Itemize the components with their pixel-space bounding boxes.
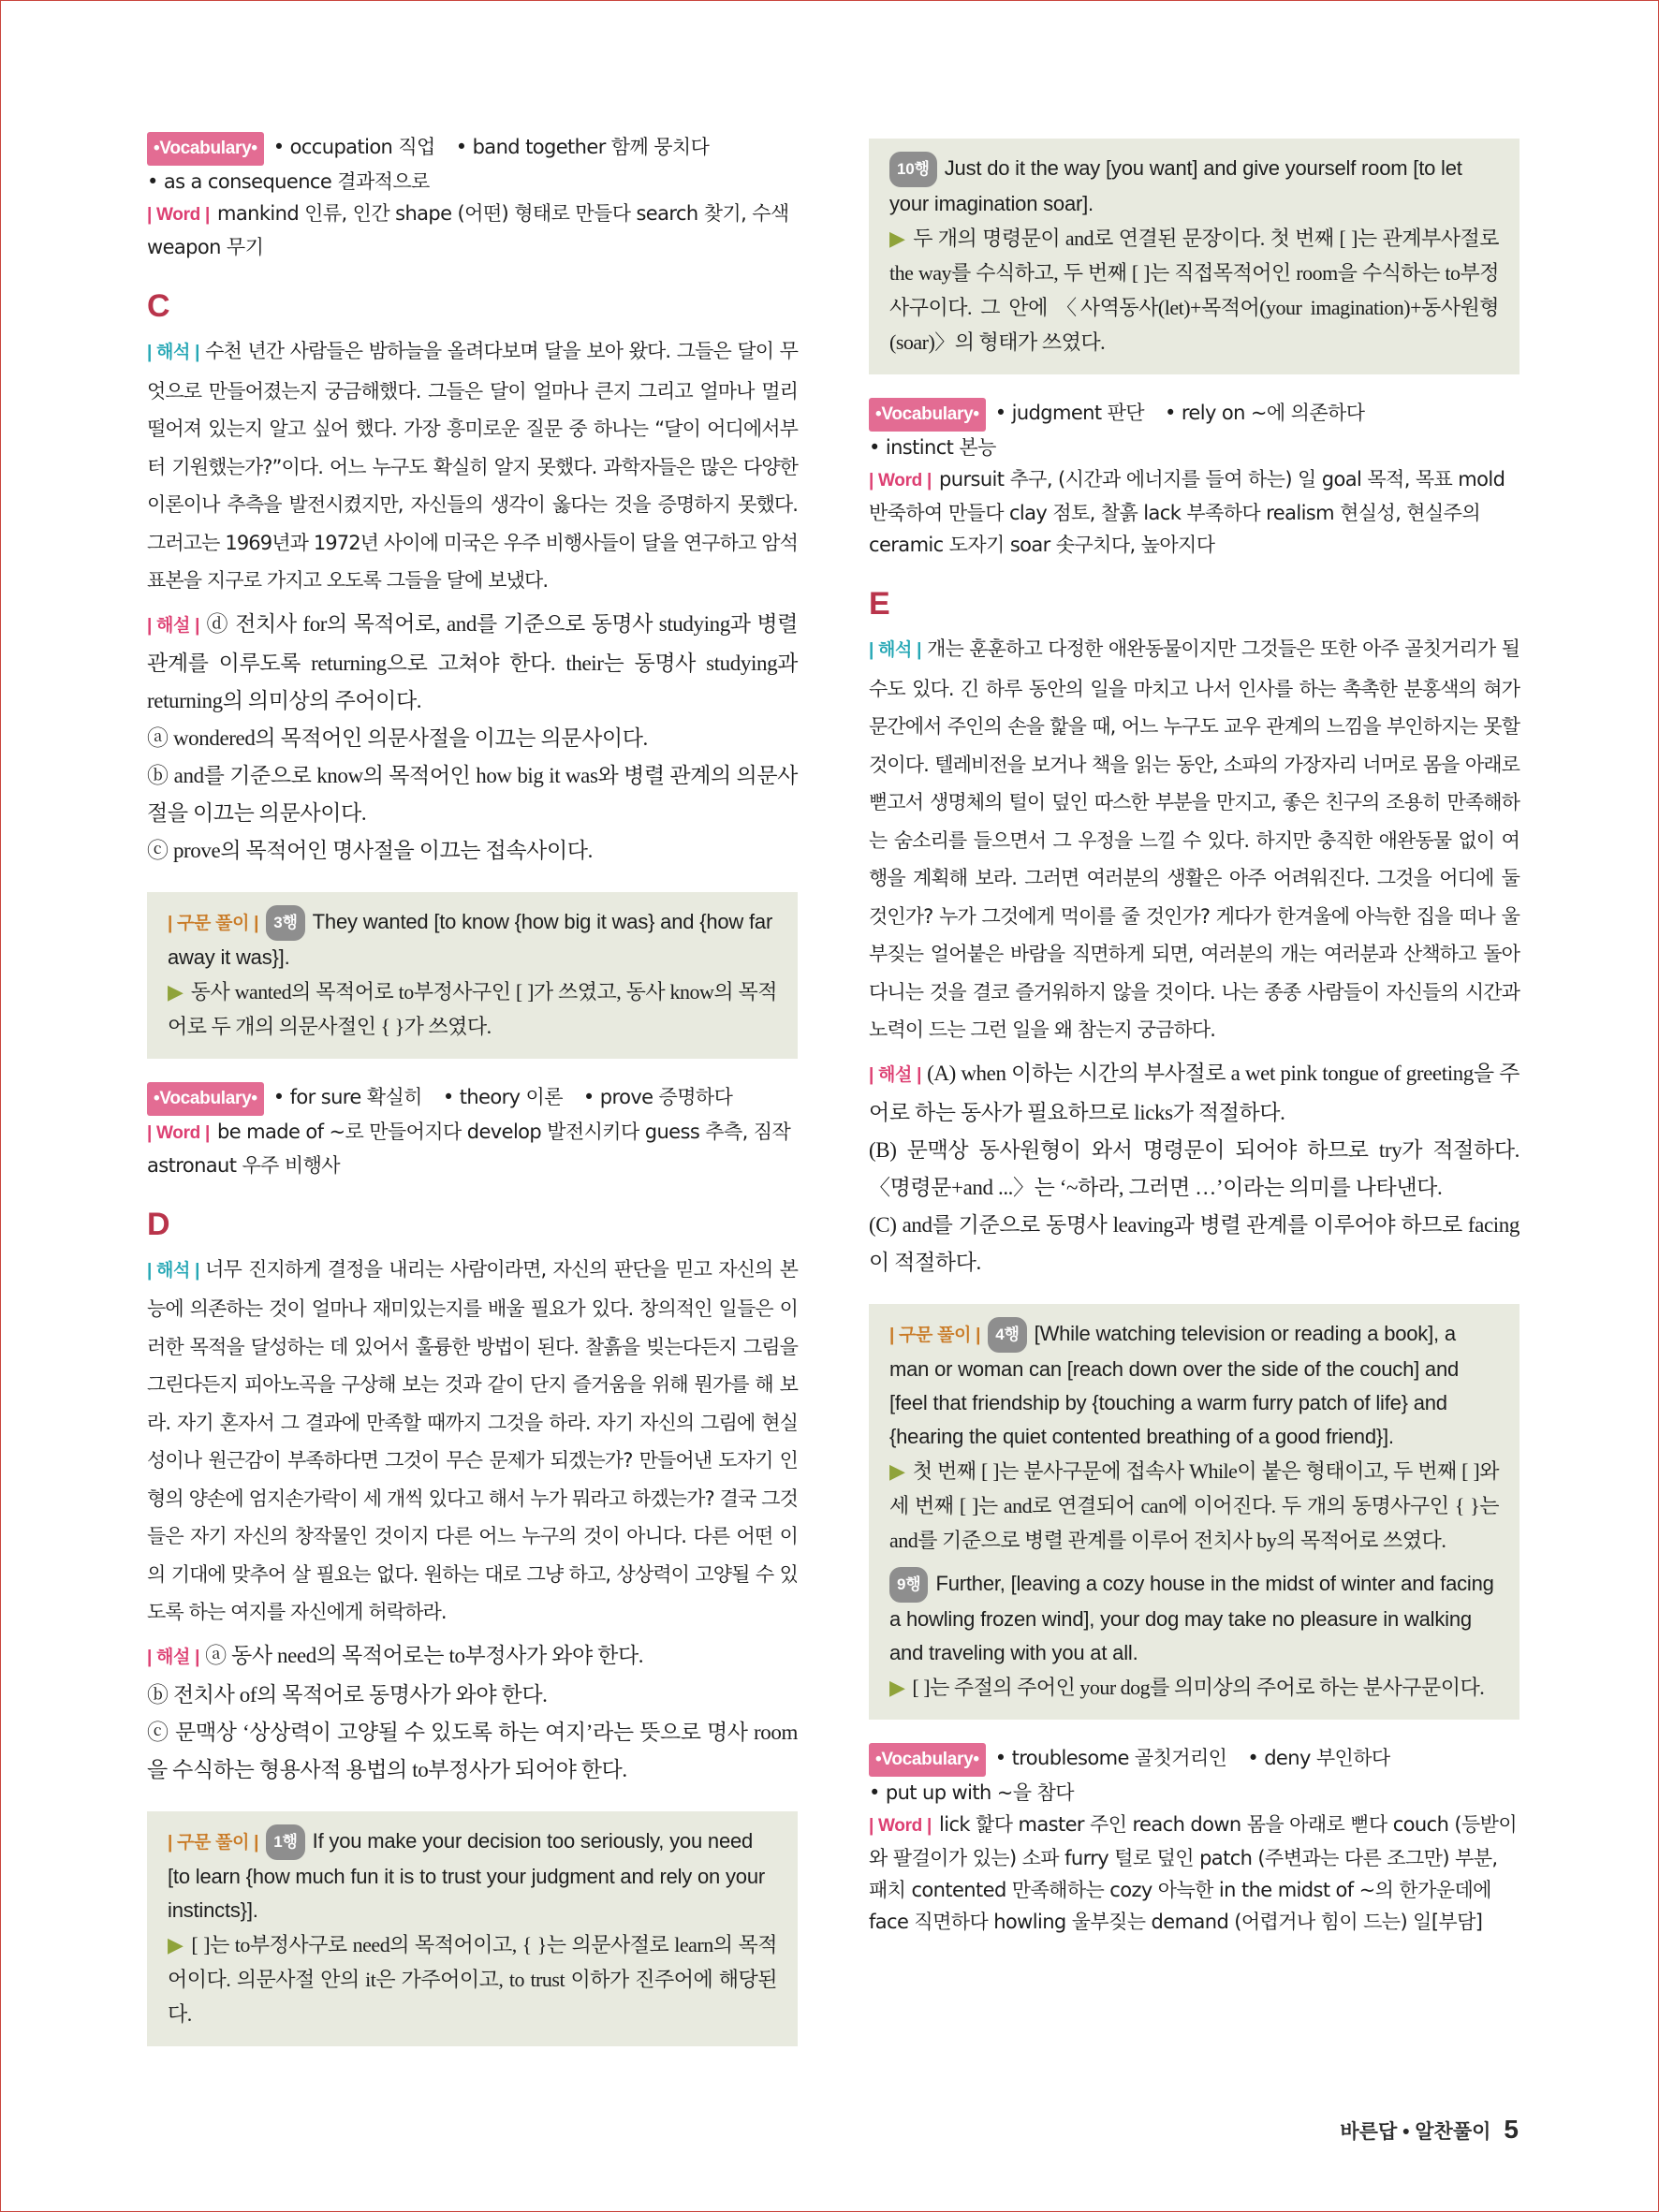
vocabulary-block-e: [869, 1742, 1520, 1938]
vocab-item: • put up with ~을 참다: [869, 1780, 1074, 1804]
vocab-item: • troublesome 골칫거리인: [994, 1746, 1227, 1769]
page-footer: [1340, 2115, 1519, 2145]
syntax-tag: | 구문 풀이 |: [168, 1832, 259, 1853]
vocab-item: • judgment 판단: [994, 402, 1144, 424]
explanation-item: ⓑ and를 기준으로 know의 목적어인 how big it was와 병렬 관계의 의문사절을 이끄는 의문사이다.: [147, 763, 798, 825]
triangle-bullet-icon: ▶: [889, 227, 906, 250]
word-list: lick 핥다 master 주인 reach down 몸을 아래로 뻗다 couch (등받이와 팔걸이가 있는) 소파 furry 털로 덮인 patch (주변과는 다른 조그만) 부분, 패치 contented 만족해하는 cozy 아늑한 in the midst of ~의 한가운데에 face 직면하다 howling 울부짖는 demand (어렵거나 힘이 드는) 일[부담]: [869, 1812, 1518, 1933]
translation-e: [869, 630, 1520, 1049]
vocab-item: • band together 함께 뭉치다: [455, 136, 710, 158]
page-number: 5: [1504, 2115, 1519, 2144]
translation-c: [147, 332, 798, 600]
left-column: [147, 131, 798, 2069]
vocab-item: • deny 부인하다: [1247, 1746, 1390, 1769]
line-badge: 3행: [266, 905, 304, 941]
translation-tag: | 해석 |: [147, 1260, 200, 1281]
word-tag: | Word |: [869, 1815, 932, 1836]
explanation-item: ⓐ wondered의 목적어인 의문사절을 이끄는 의문사이다.: [147, 725, 648, 750]
triangle-bullet-icon: ▶: [889, 1675, 905, 1699]
line-badge: 4행: [988, 1317, 1026, 1353]
vocab-item: • for sure 확실히: [272, 1085, 422, 1108]
syntax-note: [ ]는 to부정사구로 need의 목적어이고, { }는 의문사절로 learn의 목적어이다. 의문사절 안의 it은 가주어이고, to trust 이하가 진주어에 해당된다.: [168, 1932, 777, 2026]
explanation-item: ⓒ prove의 목적어인 명사절을 이끄는 접속사이다.: [147, 838, 593, 862]
explanation-item: (C) and를 기준으로 동명사 leaving과 병렬 관계를 이루어야 하므로 facing이 적절하다.: [869, 1212, 1520, 1274]
syntax-box-d: [147, 1811, 798, 2046]
word-tag: | Word |: [147, 205, 210, 225]
word-tag: | Word |: [147, 1122, 210, 1143]
syntax-sentence: Just do it the way [you want] and give yourself room [to let your imagination soar].: [889, 156, 1462, 215]
explanation-tag: | 해설 |: [147, 1647, 200, 1667]
explanation-c: [147, 606, 798, 870]
section-letter-c: C: [147, 288, 170, 324]
syntax-sentence: [While watching television or reading a book], a man or woman can [reach down over the side of the couch] and [feel that friendship by {touching a warm furry patch of life} and {hearing the quiet contented breathing of a good friend}].: [889, 1321, 1460, 1448]
syntax-tag: | 구문 풀이 |: [168, 913, 259, 933]
syntax-note: [ ]는 주절의 주어인 your dog를 의미상의 주어로 하는 분사구문이다.: [912, 1675, 1485, 1699]
vocabulary-tag: •Vocabulary•: [147, 1082, 264, 1116]
word-list: be made of ~로 만들어지다 develop 발전시키다 guess 추측, 짐작 astronaut 우주 비행사: [147, 1120, 791, 1177]
section-letter-e: E: [869, 586, 890, 622]
translation-text: 개는 훈훈하고 다정한 애완동물이지만 그것들은 또한 아주 골칫거리가 될 수도 있다. 긴 하루 동안의 일을 마치고 나서 인사를 하는 촉촉한 분홍색의 혀가 문간에서 주인의 손을 핥을 때, 어느 누구도 교우 관계의 느낌을 부인하지는 못할 것이다. 텔레비전을 보거나 책을 읽는 동안, 소파의 가장자리 너머로 몸을 아래로 뻗고서 생명체의 털이 덮인 따스한 부분을 만지고, 좋은 친구의 조용히 만족해하는 숨소리를 들으면서 그 우정을 느낄 수 있다. 하지만 충직한 애완동물 없이 여행을 계획해 보라. 그러면 여러분의 생활은 아주 어려워진다. 그것을 어디에 둘 것인가? 누가 그것에게 먹이를 줄 것인가? 게다가 한겨울에 아늑한 집을 떠나 울부짖는 얼어붙은 바람을 직면하게 되면, 여러분의 개는 여러분과 산책하고 돌아다니는 것을 결코 즐거워하지 않을 것이다. 나는 종종 사람들이 자신들의 시간과 노력이 드는 그런 일을 왜 참는지 궁금하다.: [869, 637, 1520, 1041]
line-badge: 9행: [889, 1567, 928, 1603]
triangle-bullet-icon: ▶: [168, 979, 184, 1003]
syntax-box-d-line10: [869, 139, 1520, 374]
explanation-tag: | 해설 |: [869, 1064, 922, 1085]
explanation-e: [869, 1055, 1520, 1282]
explanation-tag: | 해설 |: [147, 615, 200, 636]
translation-tag: | 해석 |: [869, 640, 922, 660]
vocabulary-block-c: [147, 1081, 798, 1181]
vocabulary-block-d: [869, 397, 1520, 561]
vocabulary-tag: •Vocabulary•: [869, 398, 986, 432]
vocabulary-tag: •Vocabulary•: [869, 1743, 986, 1777]
translation-text: 너무 진지하게 결정을 내리는 사람이라면, 자신의 판단을 믿고 자신의 본능에 의존하는 것이 얼마나 재미있는지를 배울 필요가 있다. 창의적인 일들은 이러한 목적을 달성하는 데 있어서 훌륭한 방법이 된다. 찰흙을 빚는다든지 그림을 그린다든지 피아노곡을 구상해 보는 것과 같이 단지 즐거움을 위해 뭔가를 해 보라. 자기 혼자서 그 결과에 만족할 때까지 그것을 하라. 자기 자신의 그림에 현실성이나 원근감이 부족하다면 그것이 무슨 문제가 되겠는가? 만들어낸 도자기 인형의 양손에 엄지손가락이 세 개씩 있다고 해서 누가 뭐라고 하겠는가? 결국 그것들은 자기 자신의 창작물인 것이지 다른 어느 누구의 것이 아니다. 다른 어떤 이의 기대에 맞추어 살 필요는 없다. 원하는 대로 그냥 하고, 상상력이 고양될 수 있도록 하는 여지를 자신에게 허락하라.: [147, 1257, 798, 1623]
syntax-sentence: If you make your decision too seriously, you need [to learn {how much fun it is to trust your judgment and rely on your instincts}].: [168, 1828, 765, 1922]
syntax-sentence: Further, [leaving a cozy house in the midst of winter and facing a howling frozen wind], your dog may take no pleasure in walking and traveling with you at all.: [889, 1571, 1494, 1664]
line-badge: 10행: [889, 152, 937, 187]
footer-label: 바른답 • 알찬풀이: [1340, 2121, 1491, 2143]
syntax-tag: | 구문 풀이 |: [889, 1325, 981, 1345]
vocab-item: • instinct 본능: [869, 436, 996, 459]
syntax-box-c: [147, 892, 798, 1059]
translation-text: 수천 년간 사람들은 밤하늘을 올려다보며 달을 보아 왔다. 그들은 달이 무엇으로 만들어졌는지 궁금해했다. 그들은 달이 얼마나 큰지 그리고 얼마나 멀리 떨어져 있는지 알고 싶어 했다. 가장 흥미로운 질문 중 하나는 “달이 어디에서부터 기원했는가?”이다. 어느 누구도 확실히 알지 못했다. 과학자들은 많은 다양한 이론이나 추측을 발전시켰지만, 자신들의 생각이 옳다는 것을 증명하지 못했다. 그러고는 1969년과 1972년 사이에 미국은 우주 비행사들이 달을 연구하고 암석 표본을 지구로 가지고 오도록 그들을 달에 보냈다.: [147, 340, 798, 592]
line-badge: 1행: [266, 1824, 304, 1860]
explanation-d: [147, 1637, 798, 1789]
vocab-item: • as a consequence 결과적으로: [147, 170, 430, 193]
explanation-item: ⓒ 문맥상 ‘상상력이 고양될 수 있도록 하는 여지’라는 뜻으로 명사 room을 수식하는 형용사적 용법의 to부정사가 되어야 한다.: [147, 1720, 798, 1781]
syntax-sentence: They wanted [to know {how big it was} and {how far away it was}].: [168, 909, 773, 969]
syntax-box-e: [869, 1304, 1520, 1720]
right-column: [869, 131, 1520, 1951]
vocabulary-block-b: [147, 131, 798, 263]
syntax-note: 동사 wanted의 목적어로 to부정사구인 [ ]가 쓰였고, 동사 know의 목적어로 두 개의 의문사절인 { }가 쓰였다.: [168, 979, 777, 1038]
explanation-item: ⓑ 전치사 of의 목적어로 동명사가 와야 한다.: [147, 1682, 548, 1707]
word-tag: | Word |: [869, 471, 932, 491]
explanation-item: ⓐ 동사 need의 목적어로는 to부정사가 와야 한다.: [205, 1643, 644, 1667]
vocab-item: • rely on ~에 의존하다: [1164, 402, 1365, 424]
translation-d: [147, 1251, 798, 1632]
vocab-item: • prove 증명하다: [582, 1085, 733, 1108]
vocabulary-tag: •Vocabulary•: [147, 132, 264, 166]
word-list: pursuit 추구, (시간과 에너지를 들여 하는) 일 goal 목적, 목표 mold 반죽하여 만들다 clay 점토, 찰흙 lack 부족하다 realism 현실성, 현실주의 ceramic 도자기 soar 솟구치다, 높아지다: [869, 468, 1505, 556]
vocab-item: • theory 이론: [442, 1085, 563, 1108]
syntax-note: 첫 번째 [ ]는 분사구문에 접속사 While이 붙은 형태이고, 두 번째 [ ]와 세 번째 [ ]는 and로 연결되어 can에 이어진다. 두 개의 동명사구인 { }는 and를 기준으로 병렬 관계를 이루어 전치사 by의 목적어로 쓰였다.: [889, 1458, 1499, 1552]
explanation-item: (B) 문맥상 동사원형이 와서 명령문이 되어야 하므로 try가 적절하다. 〈명령문+and ...〉는 ‘~하라, 그러면 …’이라는 의미를 나타낸다.: [869, 1137, 1520, 1199]
word-list: mankind 인류, 인간 shape (어떤) 형태로 만들다 search 찾기, 수색 weapon 무기: [147, 202, 789, 258]
syntax-note: 두 개의 명령문이 and로 연결된 문장이다. 첫 번째 [ ]는 관계부사절로 the way를 수식하고, 두 번째 [ ]는 직접목적어인 room을 수식하는 to부정사구이다. 그 안에 〈사역동사(let)+목적어(your imagination)+동사원형(soar)〉의 형태가 쓰였다.: [889, 227, 1499, 354]
triangle-bullet-icon: ▶: [168, 1932, 184, 1956]
translation-tag: | 해석 |: [147, 343, 200, 362]
section-letter-d: D: [147, 1206, 170, 1242]
explanation-item: (A) when 이하는 시간의 부사절로 a wet pink tongue of greeting을 주어로 하는 동사가 필요하므로 licks가 적절하다.: [869, 1061, 1520, 1124]
triangle-bullet-icon: ▶: [889, 1458, 905, 1483]
explanation-item: ⓓ 전치사 for의 목적어로, and를 기준으로 동명사 studying과 병렬 관계를 이루도록 returning으로 고쳐야 한다. their는 동명사 studying과 returning의 의미상의 주어이다.: [147, 611, 798, 712]
vocab-item: • occupation 직업: [272, 136, 435, 158]
